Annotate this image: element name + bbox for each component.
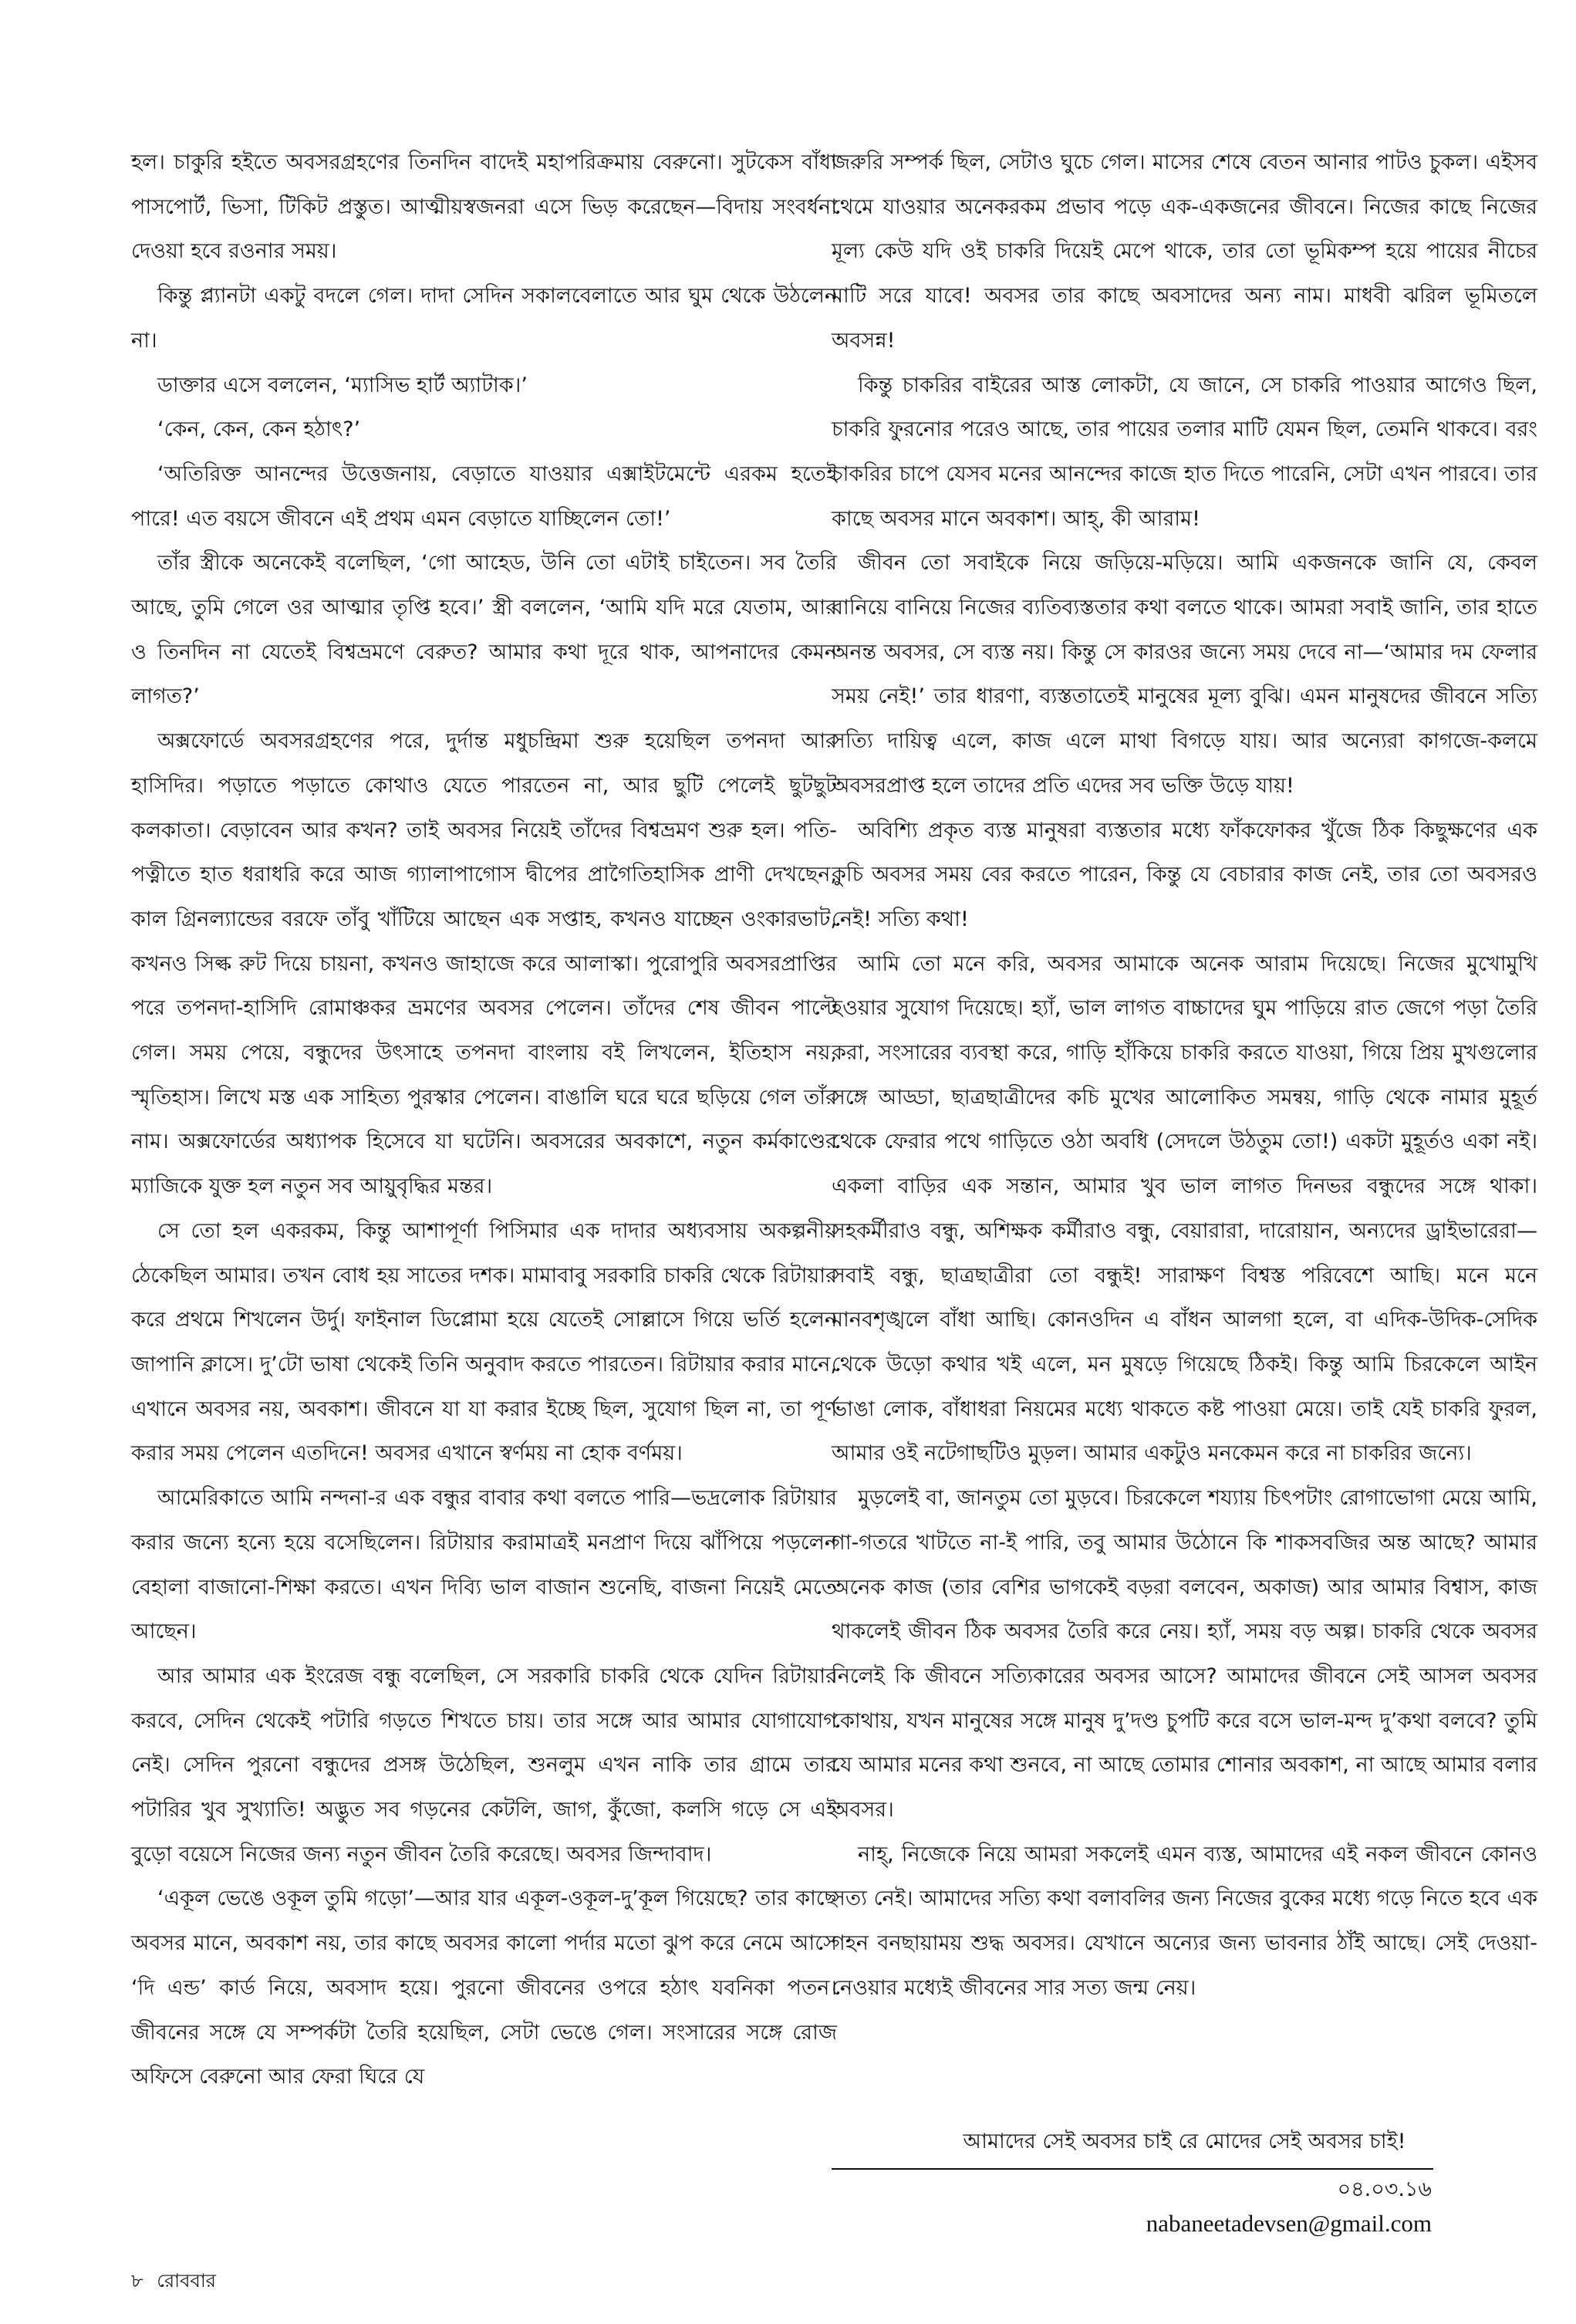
paragraph: জরুরি সম্পর্ক ছিল, সেটাও ঘুচে গেল। মাসের শেষে বেতন আনার পাটও চুকল। এইসব থেমে যাওয়ার অনেকরকম প্রভাব পড়ে এক-একজনের জীবনে। নিজের কাছে নিজের মূল্য কেউ যদি ওই চাকরি দিয়েই মেপে থাকে, তার তো ভূমিকম্প হয়ে পায়ের নীচের মাটি সরে যাবে! অবসর তার কাছে অবসাদের অন্য নাম। মাধবী ঝরিল ভূমিতলে অবসন্ন! [832, 150, 1537, 353]
magazine-name: রোববার [157, 2270, 216, 2292]
paragraph: কিন্তু চাকরির বাইরের আস্ত লোকটা, যে জানে, সে চাকরি পাওয়ার আগেও ছিল, চাকরি ফুরনোর পরেও আছে, তার পায়ের তলার মাটি যেমন ছিল, তেমনি থাকবে। বরং চাকরির চাপে যেসব মনের আনন্দের কাজে হাত দিতে পারেনি, সেটা এখন পারবে। তার কাছে অবসর মানে অবকাশ। আহ্, কী আরাম! [832, 373, 1537, 531]
article-date: ০৪.০৩.১৬ [1337, 2177, 1432, 2201]
paragraph: নাহ্, নিজেকে নিয়ে আমরা সকলেই এমন ব্যস্ত, আমাদের এই নকল জীবনে কোনও সত্য নেই। আমাদের সত্যি কথা বলাবলির জন্য নিজের বুকের মধ্যে গড়ে নিতে হবে এক গহন বনছায়াময় শুদ্ধ অবসর। যেখানে অন্যের জন্য ভাবনার ঠাঁই আছে। সেই দেওয়া-নেওয়ার মধ্যেই জীবনের সার সত্য জন্ম নেয়। [832, 1842, 1537, 2000]
closing-line: আমাদের সেই অবসর চাই রে মোদের সেই অবসর চাই! [963, 2130, 1406, 2153]
paragraph: মুড়লেই বা, জানতুম তো মুড়বে। চিরকেলে শয্যায় চিৎপটাং রোগাভোগা মেয়ে আমি, গা-গতরে খাটতে না-ই পারি, তবু আমার উঠোনে কি শাকসবজির অন্ত আছে? আমার অনেক কাজ (তার বেশির ভাগকেই বড়রা বলবেন, অকাজ) আর আমার বিশ্বাস, কাজ থাকলেই জীবন ঠিক অবসর তৈরি করে নেয়। হ্যাঁ, সময় বড় অল্প। চাকরি থেকে অবসর নিলেই কি জীবনে সত্যিকারের অবসর আসে? আমাদের জীবনে সেই আসল অবসর কোথায়, যখন মানুষের সঙ্গে মানুষ দু’দণ্ড চুপটি করে বসে ভাল-মন্দ দু’কথা বলবে? তুমি যে আমার মনের কথা শুনবে, না আছে তোমার শোনার অবকাশ, না আছে আমার বলার অবসর। [832, 1486, 1537, 1822]
paragraph: কিন্তু প্ল্যানটা একটু বদলে গেল। দাদা সেদিন সকালবেলাতে আর ঘুম থেকে উঠলেন না। [131, 284, 837, 353]
paragraph: অবিশ্যি প্রকৃত ব্যস্ত মানুষরা ব্যস্ততার মধ্যে ফাঁকফোকর খুঁজে ঠিক কিছুক্ষণের এক কুচি অবসর সময় বের করতে পারেন, কিন্তু যে বেচারার কাজ নেই, তার তো অবসরও নেই! সত্যি কথা! [832, 818, 1537, 931]
paragraph: তাঁর স্ত্রীকে অনেকেই বলেছিল, ‘গো আহেড, উনি তো এটাই চাইতেন। সব তৈরি আছে, তুমি গেলে ওর আত্মার তৃপ্তি হবে।’ স্ত্রী বললেন, ‘আমি যদি মরে যেতাম, আর ও তিনদিন না যেতেই বিশ্বভ্রমণে বেরুত? আমার কথা দূরে থাক, আপনাদের কেমন লাগত?’ [131, 551, 837, 709]
closing-divider [832, 2168, 1433, 2170]
paragraph: ‘কেন, কেন, কেন হঠাৎ?’ [157, 417, 361, 442]
article-column-right [832, 140, 1537, 2011]
page-number: ৮ [131, 2270, 143, 2292]
page-footer [131, 2268, 224, 2293]
author-email: nabaneetadevsen@gmail.com [1146, 2210, 1432, 2237]
paragraph: সে তো হল একরকম, কিন্তু আশাপূর্ণা পিসিমার এক দাদার অধ্যবসায় অকল্পনীয় ঠেকেছিল আমার। তখন বোধ হয় সাতের দশক। মামাবাবু সরকারি চাকরি থেকে রিটায়ার করে প্রথমে শিখলেন উর্দু। ফাইনাল ডিপ্লোমা হয়ে যেতেই সোল্লাসে গিয়ে ভর্তি হলেন জাপানি ক্লাসে। দু’টো ভাষা থেকেই তিনি অনুবাদ করতে পারতেন। রিটায়ার করার মানে, এখানে অবসর নয়, অবকাশ। জীবনে যা যা করার ইচ্ছে ছিল, সুযোগ ছিল না, তা পূর্ণ করার সময় পেলেন এতদিনে! অবসর এখানে স্বর্ণময় না হোক বর্ণময়। [131, 1218, 837, 1466]
paragraph: আর আমার এক ইংরেজ বন্ধু বলেছিল, সে সরকারি চাকরি থেকে যেদিন রিটায়ার করবে, সেদিন থেকেই পটারি গড়তে শিখতে চায়। তার সঙ্গে আর আমার যোগাযোগ নেই। সেদিন পুরনো বন্ধুদের প্রসঙ্গ উঠেছিল, শুনলুম এখন নাকি তার গ্রামে তার পটারির খুব সুখ্যাতি! অদ্ভুত সব গড়নের কেটলি, জাগ, কুঁজো, কলসি গড়ে সে এই বুড়ো বয়েসে নিজের জন্য নতুন জীবন তৈরি করেছে। অবসর জিন্দাবাদ। [131, 1664, 837, 1866]
paragraph: হল। চাকুরি হইতে অবসরগ্রহণের তিনদিন বাদেই মহাপরিক্রমায় বেরুনো। সুটকেস বাঁধা পাসপোর্ট, ভিসা, টিকিট প্রস্তুত। আত্মীয়স্বজনরা এসে ভিড় করেছেন—বিদায় সংবর্ধনা দেওয়া হবে রওনার সময়। [131, 150, 837, 264]
paragraph: ‘একূল ভেঙে ওকূল তুমি গড়ো’—আর যার একূল-ওকূল-দু’কূল গিয়েছে? তার কাছে অবসর মানে, অবকাশ নয়, তার কাছে অবসর কালো পর্দার মতো ঝুপ করে নেমে আসে ‘দি এন্ড’ কার্ড নিয়ে, অবসাদ হয়ে। পুরনো জীবনের ওপরে হঠাৎ যবনিকা পতন। জীবনের সঙ্গে যে সম্পর্কটা তৈরি হয়েছিল, সেটা ভেঙে গেল। সংসারের সঙ্গে রোজ অফিসে বেরুনো আর ফেরা ঘিরে যে [131, 1887, 837, 2089]
paragraph: ‘অতিরিক্ত আনন্দের উত্তেজনায়, বেড়াতে যাওয়ার এক্সাইটমেন্টে এরকম হতেই পারে! এত বয়সে জীবনে এই প্রথম এমন বেড়াতে যাচ্ছিলেন তো!’ [131, 461, 837, 531]
paragraph: আমি তো মনে করি, অবসর আমাকে অনেক আরাম দিয়েছে। নিজের মুখোমুখি হওয়ার সুযোগ দিয়েছে। হ্যাঁ, ভাল লাগত বাচ্চাদের ঘুম পাড়িয়ে রাত জেগে পড়া তৈরি করা, সংসারের ব্যবস্থা করে, গাড়ি হাঁকিয়ে চাকরি করতে যাওয়া, গিয়ে প্রিয় মুখগুলোর সঙ্গে আড্ডা, ছাত্রছাত্রীদের কচি মুখের আলোকিত সমন্বয়, গাড়ি থেকে নামার মুহূর্ত থেকে ফেরার পথে গাড়িতে ওঠা অবধি (সেদলে উঠতুম তো!) একটা মুহূর্তও একা নই। একলা বাড়ির এক সন্তান, আমার খুব ভাল লাগত দিনভর বন্ধুদের সঙ্গে থাকা। সহকর্মীরাও বন্ধু, অশিক্ষক কর্মীরাও বন্ধু, বেয়ারারা, দারোয়ান, অন্যদের ড্রাইভারেরা—সবাই বন্ধু, ছাত্রছাত্রীরা তো বন্ধুই! সারাক্ষণ বিশ্বস্ত পরিবেশে আছি। মনে মনে মানবশৃঙ্খলে বাঁধা আছি। কোনওদিন এ বাঁধন আলগা হলে, বা এদিক-উদিক-সেদিক থেকে উড়ো কথার খই এলে, মন মুষড়ে গিয়েছে ঠিকই। কিন্তু আমি চিরকেলে আইন ভাঙা লোক, বাঁধাধরা নিয়মের মধ্যে থাকতে কষ্ট পাওয়া মেয়ে। তাই যেই চাকরি ফুরল, আমার ওই নটেগাছটিও মুড়ল। আমার একটুও মনকেমন করে না চাকরির জন্যে। [832, 951, 1537, 1466]
article-column-left [131, 140, 837, 2099]
paragraph: আমেরিকাতে আমি নন্দনা-র এক বন্ধুর বাবার কথা বলতে পারি—ভদ্রলোক রিটায়ার করার জন্যে হন্যে হয়ে বসেছিলেন। রিটায়ার করামাত্রই মনপ্রাণ দিয়ে ঝাঁপিয়ে পড়লেন বেহালা বাজানো-শিক্ষা করতে। এখন দিব্যি ভাল বাজান শুনেছি, বাজনা নিয়েই মেতে আছেন। [131, 1486, 837, 1644]
paragraph: জীবন তো সবাইকে নিয়ে জড়িয়ে-মড়িয়ে। আমি একজনকে জানি যে, কেবল বানিয়ে বানিয়ে নিজের ব্যতিব্যস্ততার কথা বলতে থাকে। আমরা সবাই জানি, তার হাতে অনন্ত অবসর, সে ব্যস্ত নয়। কিন্তু সে কারওর জন্যে সময় দেবে না—‘আমার দম ফেলার সময় নেই!’ তার ধারণা, ব্যস্ততাতেই মানুষের মূল্য বুঝি। এমন মানুষদের জীবনে সত্যি সত্যি দায়িত্ব এলে, কাজ এলে মাথা বিগড়ে যায়। আর অন্যেরা কাগজে-কলমে অবসরপ্রাপ্ত হলে তাদের প্রতি এদের সব ভক্তি উড়ে যায়! [832, 551, 1537, 798]
paragraph: অক্সফোর্ডে অবসরগ্রহণের পরে, দুর্দান্ত মধুচন্দ্রিমা শুরু হয়েছিল তপনদা আর হাসিদির। পড়াতে পড়াতে কোথাও যেতে পারতেন না, আর ছুটি পেলেই ছুটছুট কলকাতা। বেড়াবেন আর কখন? তাই অবসর নিয়েই তাঁদের বিশ্বভ্রমণ শুরু হল। পতি-পত্নীতে হাত ধরাধরি করে আজ গ্যালাপাগোস দ্বীপের প্রাগৈতিহাসিক প্রাণী দেখছেন, কাল গ্রিনল্যান্ডের বরফে তাঁবু খাঁটিয়ে আছেন এক সপ্তাহ, কখনও যাচ্ছেন ওংকারভাট, কখনও সিল্ক রুট দিয়ে চায়না, কখনও জাহাজে করে আলাস্কা। পুরোপুরি অবসরপ্রাপ্তির পরে তপনদা-হাসিদি রোমাঞ্চকর ভ্রমণের অবসর পেলেন। তাঁদের শেষ জীবন পাল্টে গেল। সময় পেয়ে, বন্ধুদের উৎসাহে তপনদা বাংলায় বই লিখলেন, ইতিহাস নয়, স্মৃতিহাস। লিখে মস্ত এক সাহিত্য পুরস্কার পেলেন। বাঙালি ঘরে ঘরে ছড়িয়ে গেল তাঁর নাম। অক্সফোর্ডের অধ্যাপক হিসেবে যা ঘটেনি। অবসরের অবকাশে, নতুন কর্মকাণ্ডের ম্যাজিকে যুক্ত হল নতুন সব আয়ুবৃদ্ধির মন্তর। [131, 729, 837, 1199]
paragraph: ডাক্তার এসে বললেন, ‘ম্যাসিভ হার্ট অ্যাটাক।’ [157, 373, 528, 397]
